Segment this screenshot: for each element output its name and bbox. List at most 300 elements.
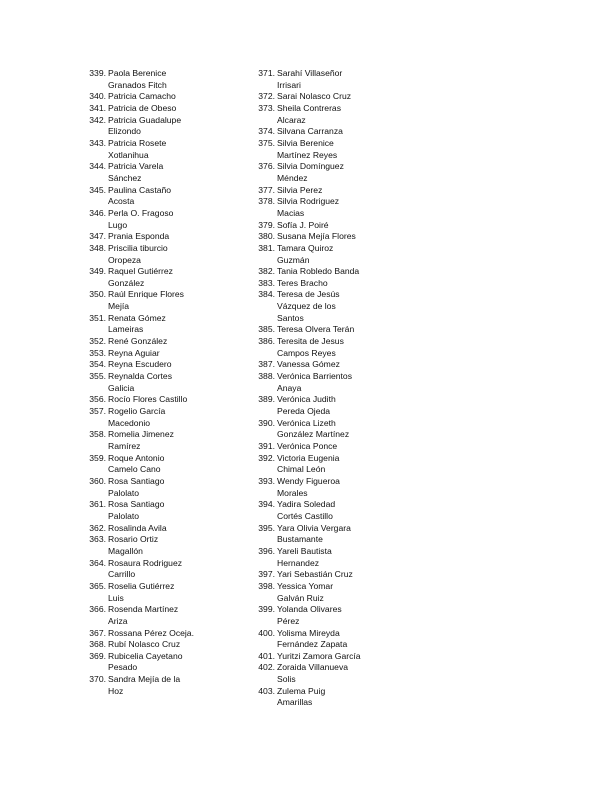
name-line: Romelia Jimenez bbox=[108, 429, 174, 440]
name-line: Rosa Santiago bbox=[108, 499, 165, 510]
name-line: Solis bbox=[277, 674, 296, 685]
name-line: Priscilia tiburcio bbox=[108, 242, 168, 253]
list-item-number: 368. bbox=[89, 639, 106, 650]
name-line: Silvia Perez bbox=[277, 184, 323, 195]
list-item-name bbox=[106, 499, 253, 522]
name-line: Verónica Judith bbox=[277, 394, 336, 405]
name-line: Galicia bbox=[108, 382, 135, 393]
list-item-number: 363. bbox=[89, 534, 106, 545]
list-item-name bbox=[106, 651, 253, 674]
list-item bbox=[255, 324, 425, 336]
list-item-name bbox=[106, 429, 253, 452]
list-item-name bbox=[275, 126, 422, 138]
name-line: Hernandez bbox=[277, 557, 320, 568]
list-item-number: 371. bbox=[258, 68, 275, 78]
name-line: Rosalinda Avila bbox=[108, 522, 167, 533]
list-item bbox=[86, 628, 256, 640]
list-item-name bbox=[275, 651, 422, 663]
list-item-number: 373. bbox=[258, 102, 275, 113]
list-item-number: 345. bbox=[89, 184, 106, 195]
list-item bbox=[255, 185, 425, 197]
list-item bbox=[255, 243, 425, 266]
list-item-name bbox=[275, 231, 422, 243]
name-line: Carrillo bbox=[108, 569, 136, 580]
name-line: Vanessa Gómez bbox=[277, 359, 340, 370]
list-item-number: 341. bbox=[89, 102, 106, 113]
list-item-name bbox=[275, 628, 422, 651]
name-line: Zoraida Villanueva bbox=[277, 662, 349, 673]
name-line: Anaya bbox=[277, 382, 302, 393]
list-item bbox=[86, 394, 256, 406]
list-item-number: 391. bbox=[258, 441, 275, 451]
name-line: Ramírez bbox=[108, 441, 141, 451]
list-item-name bbox=[106, 313, 253, 336]
name-line: Yolisma Mireyda bbox=[277, 627, 340, 638]
name-line: Sarahí Villaseñor bbox=[277, 68, 343, 78]
name-line: Yareli Bautista bbox=[277, 545, 332, 556]
list-item-number: 388. bbox=[258, 371, 275, 382]
list-item-number: 395. bbox=[258, 522, 275, 533]
list-item bbox=[86, 499, 256, 522]
name-line: Silvia Berenice bbox=[277, 137, 334, 148]
list-item bbox=[255, 371, 425, 394]
list-item bbox=[255, 523, 425, 546]
name-line: Guzmán bbox=[277, 254, 310, 265]
list-item bbox=[255, 103, 425, 126]
name-line: Roselia Gutiérrez bbox=[108, 580, 175, 591]
list-item bbox=[255, 453, 425, 476]
list-item-number: 377. bbox=[258, 184, 275, 195]
name-line: René González bbox=[108, 336, 168, 347]
list-item bbox=[86, 161, 256, 184]
list-item bbox=[86, 534, 256, 557]
list-item-number: 354. bbox=[89, 359, 106, 370]
name-line: Oropeza bbox=[108, 254, 141, 265]
list-item-name bbox=[106, 185, 253, 208]
list-item bbox=[86, 406, 256, 429]
name-line: Elizondo bbox=[108, 126, 141, 137]
list-item-name bbox=[275, 476, 422, 499]
list-item-name bbox=[106, 639, 253, 651]
name-line: Teresa Olvera Terán bbox=[277, 324, 355, 335]
list-item-name bbox=[106, 628, 253, 640]
name-line: Rosario Ortiz bbox=[108, 534, 159, 545]
list-item-number: 386. bbox=[258, 336, 275, 347]
list-item bbox=[255, 581, 425, 604]
list-item-name bbox=[275, 581, 422, 604]
list-item bbox=[255, 220, 425, 232]
list-item-name bbox=[275, 453, 422, 476]
list-item-name bbox=[106, 266, 253, 289]
name-line: Prania Esponda bbox=[108, 231, 170, 242]
list-item-name bbox=[275, 243, 422, 266]
name-line: Wendy Figueroa bbox=[277, 475, 340, 486]
list-item bbox=[86, 313, 256, 336]
list-item-name bbox=[275, 68, 422, 91]
name-line: Rosa Santiago bbox=[108, 475, 165, 486]
list-item-number: 383. bbox=[258, 277, 275, 288]
list-item-number: 403. bbox=[258, 685, 275, 696]
name-line: Macedonio bbox=[108, 417, 151, 428]
list-item bbox=[86, 429, 256, 452]
name-line: Rocío Flores Castillo bbox=[108, 394, 188, 405]
list-item-number: 360. bbox=[89, 475, 106, 486]
name-line: Teresita de Jesus bbox=[277, 336, 344, 347]
list-item bbox=[255, 289, 425, 324]
name-line: Rogelio García bbox=[108, 406, 166, 417]
list-item-name bbox=[275, 103, 422, 126]
list-item bbox=[255, 138, 425, 161]
list-item-name bbox=[275, 278, 422, 290]
name-line: Yara Olivia Vergara bbox=[277, 522, 351, 533]
name-line: Macias bbox=[277, 207, 305, 218]
list-item-name bbox=[275, 91, 422, 103]
name-line: Pérez bbox=[277, 615, 300, 626]
list-item-name bbox=[275, 266, 422, 278]
list-item-name bbox=[106, 336, 253, 348]
list-item-number: 387. bbox=[258, 359, 275, 370]
list-item-number: 357. bbox=[89, 406, 106, 417]
list-item-number: 348. bbox=[89, 242, 106, 253]
list-item bbox=[255, 196, 425, 219]
list-item-name bbox=[275, 161, 422, 184]
list-item bbox=[255, 359, 425, 371]
list-item-number: 402. bbox=[258, 662, 275, 673]
list-item bbox=[86, 138, 256, 161]
list-item bbox=[86, 604, 256, 627]
list-item bbox=[86, 115, 256, 138]
list-item-name bbox=[275, 289, 422, 324]
name-line: Yari Sebastián Cruz bbox=[277, 569, 353, 580]
list-item-name bbox=[106, 453, 253, 476]
name-line: Yuritzi Zamora García bbox=[277, 650, 361, 661]
list-item-number: 369. bbox=[89, 650, 106, 661]
name-line: Verónica Lizeth bbox=[277, 417, 336, 428]
list-item-name bbox=[275, 523, 422, 546]
list-item bbox=[86, 289, 256, 312]
list-item-number: 353. bbox=[89, 347, 106, 358]
list-item-number: 344. bbox=[89, 161, 106, 172]
list-item bbox=[86, 231, 256, 243]
list-item-number: 400. bbox=[258, 627, 275, 638]
name-line: González Martínez bbox=[277, 429, 350, 440]
list-item-name bbox=[275, 441, 422, 453]
list-item-name bbox=[106, 138, 253, 161]
name-line: Magallón bbox=[108, 545, 143, 556]
name-line: Teresa de Jesús bbox=[277, 289, 340, 300]
list-item-name bbox=[275, 546, 422, 569]
name-line: Palolato bbox=[108, 487, 140, 498]
list-item-number: 374. bbox=[258, 126, 275, 137]
name-line: Reyna Escudero bbox=[108, 359, 172, 370]
name-line: Roque Antonio bbox=[108, 452, 165, 463]
name-line: Verónica Ponce bbox=[277, 441, 338, 451]
list-item-name bbox=[106, 359, 253, 371]
list-item-number: 396. bbox=[258, 545, 275, 556]
name-line: Patricia Varela bbox=[108, 161, 164, 172]
name-line: Sandra Mejía de la bbox=[108, 674, 181, 685]
name-line: Méndez bbox=[277, 172, 308, 183]
list-item-name bbox=[106, 674, 253, 697]
list-item-number: 392. bbox=[258, 452, 275, 463]
name-line: Reynalda Cortes bbox=[108, 371, 173, 382]
name-line: Camelo Cano bbox=[108, 464, 161, 475]
name-line: Tamara Quiroz bbox=[277, 242, 334, 253]
list-item bbox=[86, 651, 256, 674]
name-line: Paola Berenice bbox=[108, 68, 167, 78]
name-line: Sofía J. Poiré bbox=[277, 219, 329, 230]
list-item bbox=[86, 266, 256, 289]
name-line: Yadira Soledad bbox=[277, 499, 336, 510]
name-line: González bbox=[108, 277, 145, 288]
list-item-number: 394. bbox=[258, 499, 275, 510]
name-line: Irrisari bbox=[277, 79, 301, 90]
list-item-number: 376. bbox=[258, 161, 275, 172]
name-line: Verónica Barrientos bbox=[277, 371, 352, 382]
name-line: Fernández Zapata bbox=[277, 639, 348, 650]
name-line: Raquel Gutiérrez bbox=[108, 266, 173, 277]
list-item-number: 340. bbox=[89, 91, 106, 102]
list-item-number: 393. bbox=[258, 475, 275, 486]
list-item bbox=[255, 476, 425, 499]
list-item-name bbox=[106, 604, 253, 627]
name-line: Lugo bbox=[108, 219, 128, 230]
name-line: Acosta bbox=[108, 196, 135, 207]
list-item bbox=[255, 394, 425, 417]
list-item-name bbox=[106, 581, 253, 604]
list-item bbox=[255, 266, 425, 278]
list-item bbox=[86, 558, 256, 581]
list-item-name bbox=[275, 359, 422, 371]
list-item bbox=[86, 523, 256, 535]
list-item bbox=[255, 231, 425, 243]
list-item-name bbox=[106, 103, 253, 115]
list-item bbox=[255, 418, 425, 441]
name-line: Reyna Aguiar bbox=[108, 347, 160, 358]
list-item-name bbox=[275, 604, 422, 627]
list-item-number: 381. bbox=[258, 242, 275, 253]
list-item-number: 364. bbox=[89, 557, 106, 568]
list-item-name bbox=[106, 208, 253, 231]
list-item-name bbox=[275, 394, 422, 417]
name-line: Palolato bbox=[108, 510, 140, 521]
name-line: Hoz bbox=[108, 685, 124, 696]
name-line: Renata Gómez bbox=[108, 312, 166, 323]
list-item bbox=[86, 639, 256, 651]
list-item bbox=[86, 359, 256, 371]
name-line: Martínez Reyes bbox=[277, 149, 338, 160]
name-line: Susana Mejía Flores bbox=[277, 231, 356, 242]
list-item bbox=[86, 243, 256, 266]
list-item-number: 351. bbox=[89, 312, 106, 323]
name-line: Vázquez de los bbox=[277, 301, 336, 312]
list-item-number: 366. bbox=[89, 604, 106, 615]
list-item bbox=[255, 651, 425, 663]
list-item-number: 372. bbox=[258, 91, 275, 102]
list-item bbox=[86, 581, 256, 604]
name-line: Victoria Eugenia bbox=[277, 452, 340, 463]
name-line: Chimal León bbox=[277, 464, 326, 475]
list-item-name bbox=[106, 406, 253, 429]
name-line: Rosaura Rodriguez bbox=[108, 557, 183, 568]
list-item-number: 349. bbox=[89, 266, 106, 277]
name-line: Silvia Rodriguez bbox=[277, 196, 340, 207]
list-item-name bbox=[275, 569, 422, 581]
list-item-number: 390. bbox=[258, 417, 275, 428]
name-line: Granados Fitch bbox=[108, 79, 167, 90]
name-line: Yolanda Olivares bbox=[277, 604, 342, 615]
list-item-number: 380. bbox=[258, 231, 275, 242]
name-line: Perla O. Fragoso bbox=[108, 207, 174, 218]
list-item-name bbox=[106, 523, 253, 535]
name-line: Sánchez bbox=[108, 172, 142, 183]
list-item bbox=[86, 674, 256, 697]
list-item-name bbox=[275, 662, 422, 685]
name-line: Sarai Nolasco Cruz bbox=[277, 91, 352, 102]
list-item-name bbox=[275, 196, 422, 219]
name-line: Tania Robledo Banda bbox=[277, 266, 360, 277]
list-item-name bbox=[275, 418, 422, 441]
name-line: Rubicelia Cayetano bbox=[108, 650, 183, 661]
list-item-number: 359. bbox=[89, 452, 106, 463]
list-item bbox=[86, 453, 256, 476]
name-line: Bustamante bbox=[277, 534, 323, 545]
name-line: Morales bbox=[277, 487, 308, 498]
list-item bbox=[255, 336, 425, 359]
list-item-name bbox=[275, 371, 422, 394]
name-line: Silvana Carranza bbox=[277, 126, 343, 137]
name-list-column-left bbox=[86, 68, 256, 697]
list-item-number: 342. bbox=[89, 114, 106, 125]
name-line: Pesado bbox=[108, 662, 138, 673]
list-item-name bbox=[275, 686, 422, 709]
list-item-name bbox=[106, 161, 253, 184]
name-list-column-right bbox=[255, 68, 425, 709]
list-item-number: 358. bbox=[89, 429, 106, 440]
name-line: Sheila Contreras bbox=[277, 102, 342, 113]
list-item bbox=[86, 91, 256, 103]
list-item-name bbox=[275, 138, 422, 161]
list-item bbox=[255, 91, 425, 103]
name-line: Raúl Enrique Flores bbox=[108, 289, 184, 300]
list-item bbox=[86, 68, 256, 91]
list-item-name bbox=[106, 476, 253, 499]
name-line: Santos bbox=[277, 312, 304, 323]
list-item-number: 361. bbox=[89, 499, 106, 510]
list-item-number: 356. bbox=[89, 394, 106, 405]
list-item bbox=[255, 126, 425, 138]
list-item-number: 398. bbox=[258, 580, 275, 591]
name-line: Rubí Nolasco Cruz bbox=[108, 639, 181, 650]
list-item-number: 382. bbox=[258, 266, 275, 277]
name-line: Xotlanihua bbox=[108, 149, 149, 160]
list-item-number: 379. bbox=[258, 219, 275, 230]
list-item-number: 384. bbox=[258, 289, 275, 300]
name-line: Rosenda Martínez bbox=[108, 604, 179, 615]
list-item-name bbox=[275, 220, 422, 232]
list-item bbox=[86, 185, 256, 208]
list-item-number: 401. bbox=[258, 650, 275, 661]
list-item-number: 375. bbox=[258, 137, 275, 148]
list-item bbox=[255, 569, 425, 581]
list-item bbox=[255, 161, 425, 184]
list-item-number: 362. bbox=[89, 522, 106, 533]
name-line: Mejía bbox=[108, 301, 130, 312]
name-line: Patricia Rosete bbox=[108, 137, 167, 148]
name-line: Ariza bbox=[108, 615, 128, 626]
name-line: Patricia Guadalupe bbox=[108, 114, 182, 125]
list-item bbox=[255, 441, 425, 453]
name-line: Rossana Pérez Oceja. bbox=[108, 627, 194, 638]
name-line: Pereda Ojeda bbox=[277, 406, 331, 417]
name-line: Patricia de Obeso bbox=[108, 102, 177, 113]
list-item bbox=[86, 371, 256, 394]
list-item bbox=[255, 499, 425, 522]
list-item-name bbox=[106, 231, 253, 243]
list-item bbox=[255, 686, 425, 709]
list-item-number: 365. bbox=[89, 580, 106, 591]
list-item-name bbox=[106, 394, 253, 406]
list-item-number: 343. bbox=[89, 137, 106, 148]
name-line: Galván Ruiz bbox=[277, 592, 324, 603]
name-line: Lameiras bbox=[108, 324, 144, 335]
list-item bbox=[86, 348, 256, 360]
list-item bbox=[255, 628, 425, 651]
name-line: Alcaraz bbox=[277, 114, 306, 125]
list-item-name bbox=[275, 499, 422, 522]
name-line: Yessica Yomar bbox=[277, 580, 334, 591]
list-item bbox=[255, 68, 425, 91]
list-item bbox=[255, 278, 425, 290]
list-item-number: 399. bbox=[258, 604, 275, 615]
list-item bbox=[86, 103, 256, 115]
list-item-name bbox=[275, 336, 422, 359]
list-item-number: 355. bbox=[89, 371, 106, 382]
list-item-number: 385. bbox=[258, 324, 275, 335]
list-item bbox=[255, 662, 425, 685]
list-item-name bbox=[106, 558, 253, 581]
name-line: Teres Bracho bbox=[277, 277, 328, 288]
list-item-number: 339. bbox=[89, 68, 106, 78]
list-item-name bbox=[275, 324, 422, 336]
list-item bbox=[255, 546, 425, 569]
name-line: Luis bbox=[108, 592, 124, 603]
list-item-number: 346. bbox=[89, 207, 106, 218]
list-item-name bbox=[106, 243, 253, 266]
name-line: Paulina Castaño bbox=[108, 184, 172, 195]
name-line: Silvia Domínguez bbox=[277, 161, 344, 172]
name-line: Amarillas bbox=[277, 697, 313, 708]
list-item-number: 370. bbox=[89, 674, 106, 685]
list-item-number: 367. bbox=[89, 627, 106, 638]
list-item-name bbox=[275, 185, 422, 197]
list-item-name bbox=[106, 348, 253, 360]
list-item-name bbox=[106, 91, 253, 103]
list-item-number: 347. bbox=[89, 231, 106, 242]
list-item bbox=[255, 604, 425, 627]
name-line: Patricia Camacho bbox=[108, 91, 176, 102]
list-item-number: 389. bbox=[258, 394, 275, 405]
list-item-number: 352. bbox=[89, 336, 106, 347]
list-item bbox=[86, 208, 256, 231]
name-line: Cortés Castillo bbox=[277, 510, 333, 521]
list-item-name bbox=[106, 371, 253, 394]
list-item-name bbox=[106, 68, 253, 91]
list-item-number: 350. bbox=[89, 289, 106, 300]
list-item-name bbox=[106, 115, 253, 138]
list-item bbox=[86, 476, 256, 499]
list-item-name bbox=[106, 534, 253, 557]
